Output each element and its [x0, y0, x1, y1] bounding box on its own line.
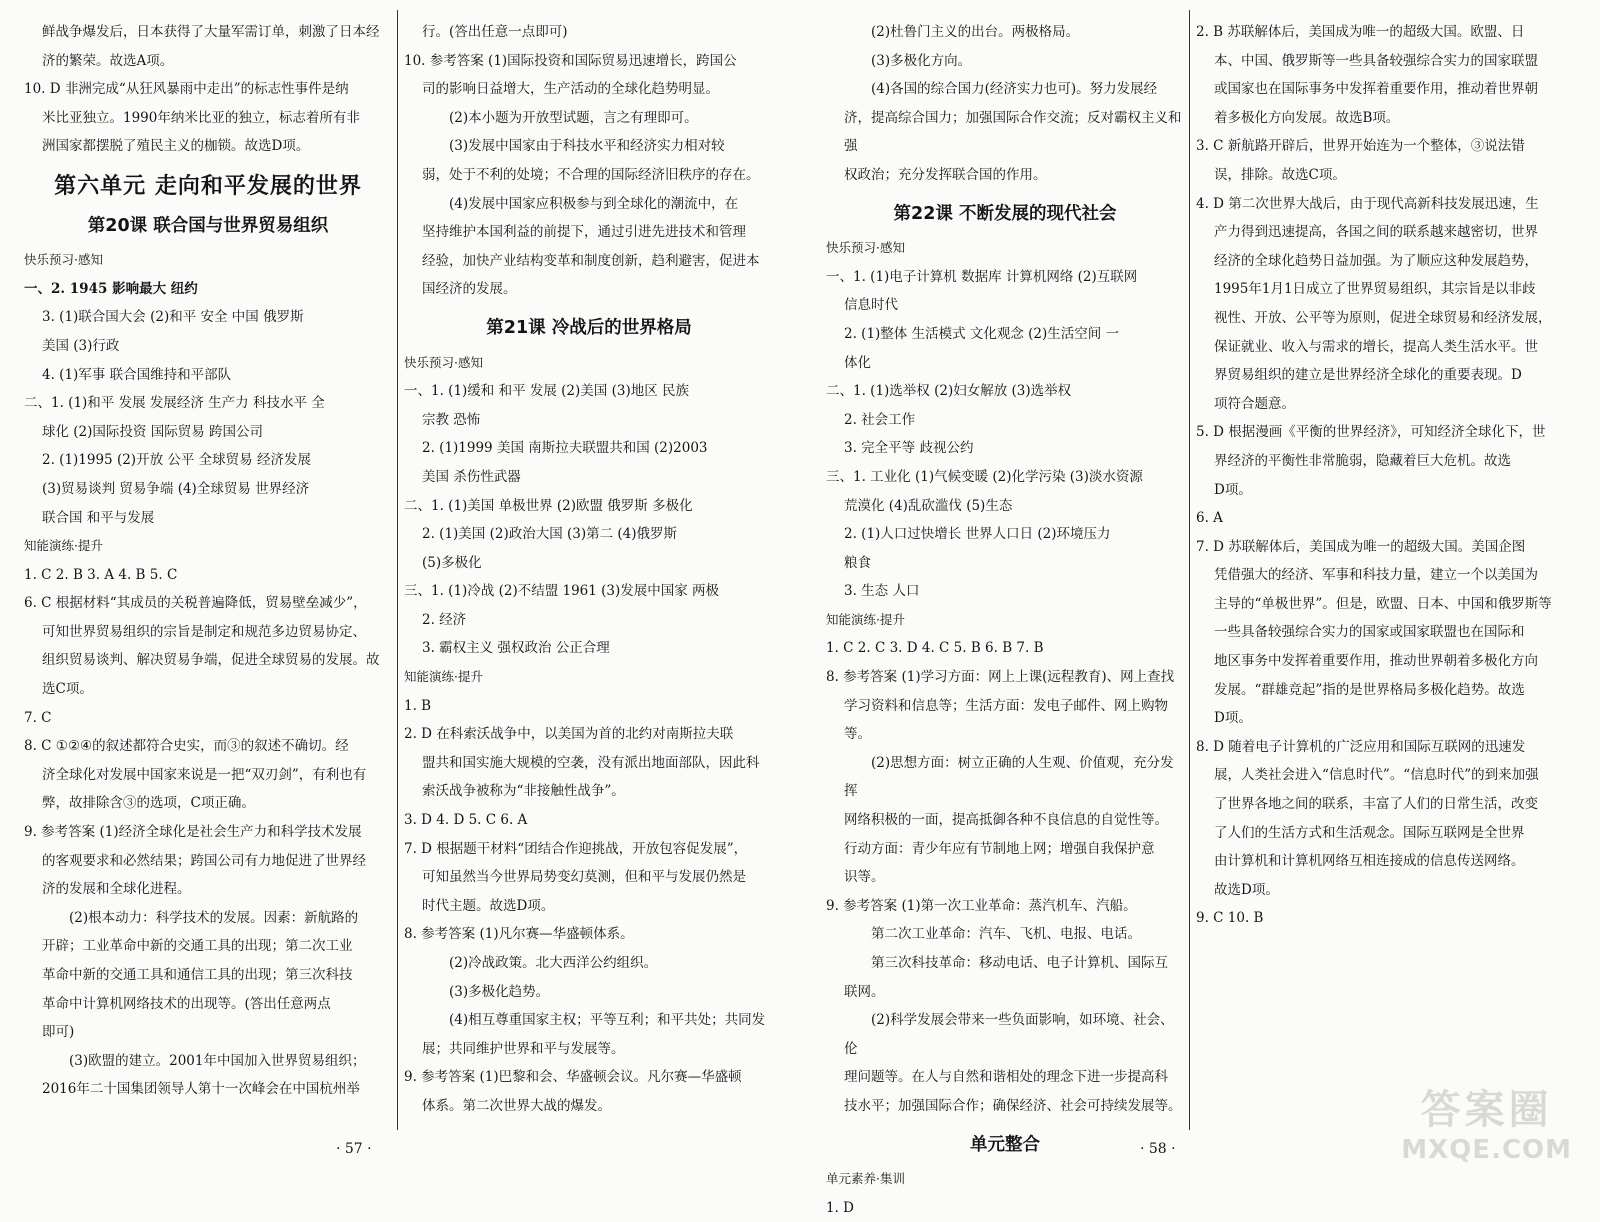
answer-line: 7. C	[24, 709, 52, 726]
text-line: 项符合题意。	[1214, 395, 1295, 412]
text-line: 理问题等。在人与自然和谐相处的理念下进一步提高科	[844, 1069, 1168, 1086]
text-line: 权政治；充分发挥联合国的作用。	[844, 166, 1047, 183]
answer-line: 三、1. 工业化 (1)气候变暖 (2)化学污染 (3)淡水资源	[826, 468, 1143, 485]
answer-line: 8. 参考答案 (1)学习方面：网上上课(远程教育)、网上查找	[826, 669, 1175, 686]
answer-line: 5. D 根据漫画《平衡的世界经济》，可知经济全球化下，世	[1196, 424, 1546, 441]
unit-title: 第六单元 走向和平发展的世界	[54, 173, 362, 199]
text-line: (2)冷战政策。北大西洋公约组织。	[449, 955, 658, 971]
answer-line: 9. 参考答案 (1)巴黎和会、华盛顿会议。凡尔赛—华盛顿	[404, 1069, 742, 1086]
text-line: 技水平；加强国际合作；确保经济、社会可持续发展等。	[844, 1097, 1182, 1114]
text-line: 识等。	[844, 869, 885, 886]
text-line: 的客观要求和必然结果；跨国公司有力地促进了世界经	[42, 852, 366, 869]
text-line: (3)发展中国家由于科技水平和经济实力相对较	[449, 138, 725, 155]
watermark-url: MXQE.COM	[1401, 1135, 1572, 1165]
text-line: 第二次工业革命：汽车、飞机、电报、电话。	[871, 926, 1141, 943]
page57-column1	[24, 18, 392, 1104]
text-line: D项。	[1214, 710, 1252, 727]
page57-column2	[404, 18, 774, 1121]
answer-line: 美国 杀伤性武器	[422, 468, 521, 485]
text-line: 地区事务中发挥着重要作用，推动世界朝着多极化方向	[1214, 653, 1538, 670]
section-heading: 知能演练·提升	[24, 538, 103, 554]
text-line: 济的繁荣。故选A项。	[42, 52, 174, 69]
watermark-text: 答案圈	[1420, 1087, 1553, 1133]
text-line: 时代主题。故选D项。	[422, 897, 555, 914]
text-line: 本、中国、俄罗斯等一些具备较强综合实力的国家联盟	[1214, 52, 1538, 69]
text-line: 或国家也在国际事务中发挥着重要作用，推动着世界朝	[1214, 81, 1538, 98]
page-number: · 57 ·	[336, 1141, 372, 1157]
text-line: (3)多极化趋势。	[449, 983, 550, 1000]
text-line: (4)发展中国家应积极参与到全球化的潮流中，在	[449, 195, 739, 212]
text-line: 开辟；工业革命中新的交通工具的出现；第二次工业	[42, 938, 353, 955]
text-line: 可知世界贸易组织的宗旨是制定和规范多边贸易协定、	[42, 623, 366, 640]
text-line: 可知虽然当今世界局势变幻莫测，但和平与发展仍然是	[422, 869, 746, 886]
answer-line: 3. C 新航路开辟后，世界开始连为一个整体，③说法错	[1196, 138, 1525, 155]
section-heading: 快乐预习·感知	[826, 240, 905, 256]
answer-line: 信息时代	[844, 297, 898, 314]
answer-line: 2. B 苏联解体后，美国成为唯一的超级大国。欧盟、日	[1196, 24, 1525, 40]
page-number: · 58 ·	[1140, 1141, 1176, 1157]
text-line: (2)思想方面：树立正确的人生观、价值观，充分发挥	[844, 754, 1174, 800]
answer-line: 3. 完全平等 歧视公约	[844, 440, 974, 457]
answer-line: 粮食	[844, 554, 871, 571]
answer-line: 6. A	[1196, 510, 1223, 527]
text-line: 革命中新的交通工具和通信工具的出现；第三次科技	[42, 967, 353, 983]
answer-line: 4. D 第二次世界大战后，由于现代高新科技发展迅速，生	[1196, 195, 1539, 212]
text-line: (3)多极化方向。	[871, 52, 972, 69]
answer-line: 2. (1)美国 (2)政治大国 (3)第二 (4)俄罗斯	[422, 526, 678, 543]
section-heading: 单元素养·集训	[826, 1171, 905, 1187]
text-line: 索沃战争被称为“非接触性战争”。	[422, 783, 625, 800]
answer-line: 9. C 10. B	[1196, 910, 1264, 927]
answer-line: 美国 (3)行政	[42, 337, 120, 354]
text-line: 界经济的平衡性非常脆弱，隐藏着巨大危机。故选	[1214, 452, 1511, 469]
answer-line: 球化 (2)国际投资 国际贸易 跨国公司	[42, 423, 263, 440]
answer-line: 2. (1)整体 生活模式 文化观念 (2)生活空间 一	[844, 325, 1120, 342]
answer-line: 1. B	[404, 697, 432, 714]
text-line: 故选D项。	[1214, 881, 1279, 898]
text-line: 网络积极的一面，提高抵御各种不良信息的自觉性等。	[844, 812, 1168, 829]
text-line: 界贸易组织的建立是世界经济全球化的重要表现。D	[1214, 367, 1522, 384]
text-line: 洲国家都摆脱了殖民主义的枷锁。故选D项。	[42, 138, 310, 155]
text-line: 行。(答出任意一点即可)	[422, 24, 568, 40]
text-line: 凭借强大的经济、军事和科技力量，建立一个以美国为	[1214, 567, 1538, 584]
answer-line: 体化	[844, 354, 871, 371]
answer-line: 2. 社会工作	[844, 411, 916, 428]
answer-line: (3)贸易谈判 贸易争端 (4)全球贸易 世界经济	[42, 480, 310, 497]
text-line: 经验，加快产业结构变革和制度创新，趋利避害，促进本	[422, 252, 760, 269]
text-line: 展；共同维护世界和平与发展等。	[422, 1040, 625, 1057]
column-divider-right	[1189, 10, 1190, 1130]
answer-line: 7. D 苏联解体后，美国成为唯一的超级大国。美国企图	[1196, 538, 1526, 555]
answer-line: 2. 经济	[422, 611, 467, 628]
section-heading: 快乐预习·感知	[24, 252, 103, 268]
text-line: 展，人类社会进入“信息时代”。“信息时代”的到来加强	[1214, 767, 1539, 784]
answer-line: 一、2. 1945 影响最大 纽约	[24, 280, 198, 297]
text-line: 经济的全球化趋势日益加强。为了顺应这种发展趋势，	[1214, 252, 1538, 269]
answer-line: 一、1. (1)缓和 和平 发展 (2)美国 (3)地区 民族	[404, 383, 689, 400]
answer-line: 3. 霸权主义 强权政治 公正合理	[422, 640, 610, 657]
text-line: 米比亚独立。1990年纳米比亚的独立，标志着所有非	[42, 109, 360, 126]
text-line: 坚持维护本国利益的前提下，通过引进先进技术和管理	[422, 224, 746, 241]
text-line: (4)相互尊重国家主权；平等互利；和平共处；共同发	[449, 1012, 766, 1029]
section-heading: 知能演练·提升	[404, 669, 483, 685]
text-line: 一些具备较强综合实力的国家或国家联盟也在国际和	[1214, 624, 1525, 641]
answer-line: 二、1. (1)和平 发展 发展经济 生产力 科技水平 全	[24, 395, 325, 412]
answer-line: 4. (1)军事 联合国维持和平部队	[42, 366, 232, 383]
text-line: 2016年二十国集团领导人第十一次峰会在中国杭州举	[42, 1081, 360, 1098]
text-line: 司的影响日益增大，生产活动的全球化趋势明显。	[422, 81, 719, 98]
text-line: 保证就业、收入与需求的增长，提高人类生活水平。世	[1214, 338, 1538, 355]
text-line: 了世界各地之间的联系，丰富了人们的日常生活，改变	[1214, 796, 1538, 813]
text-line: 即可)	[42, 1024, 75, 1041]
section-heading: 快乐预习·感知	[404, 354, 483, 370]
text-line: 第三次科技革命：移动电话、电子计算机、国际互	[871, 955, 1168, 971]
text-line: D项。	[1214, 481, 1252, 498]
page58-column2	[1196, 18, 1556, 933]
text-line: 联网。	[844, 983, 885, 1000]
text-line: 误，排除。故选C项。	[1214, 166, 1346, 183]
text-line: 国经济的发展。	[422, 281, 517, 298]
answer-line: 3. D 4. D 5. C 6. A	[404, 812, 528, 829]
text-line: 着多极化方向发展。故选B项。	[1214, 109, 1400, 126]
answer-line: 2. (1)1999 美国 南斯拉夫联盟共和国 (2)2003	[422, 440, 708, 457]
unit-review-title: 单元整合	[970, 1134, 1040, 1155]
answer-line: 一、1. (1)电子计算机 数据库 计算机网络 (2)互联网	[826, 268, 1138, 285]
answer-line: 2. (1)人口过快增长 世界人口日 (2)环境压力	[844, 526, 1111, 543]
text-line: 革命中计算机网络技术的出现等。(答出任意两点	[42, 995, 331, 1012]
page58-column1	[826, 18, 1184, 1222]
text-line: 行动方面：青少年应有节制地上网；增强自我保护意	[844, 840, 1155, 857]
text-line: (2)科学发展会带来一些负面影响，如环境、社会、伦	[844, 1012, 1174, 1057]
answer-line: 7. D 根据题干材料“团结合作迎挑战，开放包容促发展”，	[404, 840, 748, 857]
answer-line: 荒漠化 (4)乱砍滥伐 (5)生态	[844, 497, 1013, 514]
text-line: 发展。“群雄竞起”指的是世界格局多极化趋势。故选	[1214, 681, 1525, 698]
lesson-title: 第20课 联合国与世界贸易组织	[87, 215, 329, 236]
text-line: 组织贸易谈判、解决贸易争端，促进全球贸易的发展。故	[42, 652, 380, 669]
answer-line: 10. 参考答案 (1)国际投资和国际贸易迅速增长，跨国公	[404, 52, 737, 69]
section-heading: 知能演练·提升	[826, 611, 905, 627]
text-line: 弱，处于不利的处境；不合理的国际经济旧秩序的存在。	[422, 166, 760, 183]
text-line: 弊，故排除含③的选项，C项正确。	[42, 795, 255, 812]
text-line: (2)本小题为开放型试题，言之有理即可。	[449, 109, 698, 126]
answer-line: 宗教 恐怖	[422, 411, 481, 428]
answer-line: 2. D 在科索沃战争中，以美国为首的北约对南斯拉夫联	[404, 726, 734, 743]
text-line: 产力得到迅速提高，各国之间的联系越来越密切，世界	[1214, 224, 1538, 241]
text-line: (2)根本动力：科学技术的发展。因素：新航路的	[69, 909, 359, 926]
text-line: 主导的“单极世界”。但是，欧盟、日本、中国和俄罗斯等	[1214, 595, 1552, 612]
answer-line: 1. C 2. C 3. D 4. C 5. B 6. B 7. B	[826, 640, 1044, 657]
text-line: 济的发展和全球化进程。	[42, 881, 191, 898]
text-line: 济，提高综合国力；加强国际合作交流；反对霸权主义和强	[844, 109, 1182, 155]
text-line: 选C项。	[42, 681, 93, 698]
text-line: 学习资料和信息等；生活方面：发电子邮件、网上购物等。	[844, 697, 1168, 743]
answer-line: 8. C ①②④的叙述都符合史实，而③的叙述不确切。经	[24, 738, 349, 755]
answer-line: 8. 参考答案 (1)凡尔赛—华盛顿体系。	[404, 926, 634, 943]
column-divider-left	[397, 10, 398, 1130]
text-line: 了人们的生活方式和生活观念。国际互联网是全世界	[1214, 824, 1525, 841]
answer-line: 1. D	[826, 1199, 854, 1216]
answer-line: 联合国 和平与发展	[42, 509, 155, 526]
answer-line: 3. (1)联合国大会 (2)和平 安全 中国 俄罗斯	[42, 309, 304, 326]
lesson-title: 第21课 冷战后的世界格局	[486, 317, 692, 338]
answer-line: 10. D 非洲完成“从狂风暴雨中走出”的标志性事件是纳	[24, 81, 349, 98]
answer-line: 1. C 2. B 3. A 4. B 5. C	[24, 566, 178, 583]
watermark-logo	[1401, 1078, 1572, 1165]
answer-line: 9. 参考答案 (1)第一次工业革命：蒸汽机车、汽船。	[826, 897, 1137, 914]
text-line: (4)各国的综合国力(经济实力也可)。努力发展经	[871, 81, 1158, 98]
answer-line: (5)多极化	[422, 554, 482, 571]
text-line: (3)欧盟的建立。2001年中国加入世界贸易组织；	[69, 1052, 366, 1069]
answer-line: 三、1. (1)冷战 (2)不结盟 1961 (3)发展中国家 两极	[404, 583, 720, 600]
text-line: 鲜战争爆发后，日本获得了大量军需订单，刺激了日本经	[42, 24, 380, 40]
answer-line: 8. D 随着电子计算机的广泛应用和国际互联网的迅速发	[1196, 738, 1526, 755]
answer-line: 3. 生态 人口	[844, 583, 920, 600]
answer-line: 9. 参考答案 (1)经济全球化是社会生产力和科学技术发展	[24, 824, 362, 841]
text-line: 体系。第二次世界大战的爆发。	[422, 1097, 611, 1114]
answer-line: 6. C 根据材料“其成员的关税普遍降低，贸易壁垒减少”，	[24, 595, 367, 612]
text-line: 济全球化对发展中国家来说是一把“双刃剑”，有利也有	[42, 766, 367, 783]
text-line: 由计算机和计算机网络互相连接成的信息传送网络。	[1214, 853, 1525, 870]
answer-line: 二、1. (1)美国 单极世界 (2)欧盟 俄罗斯 多极化	[404, 497, 693, 514]
answer-line: 二、1. (1)选举权 (2)妇女解放 (3)选举权	[826, 383, 1072, 400]
answer-line: 2. (1)1995 (2)开放 公平 全球贸易 经济发展	[42, 452, 311, 469]
text-line: 视性、开放、公平等为原则，促进全球贸易和经济发展，	[1214, 309, 1552, 326]
text-line: 盟共和国实施大规模的空袭，没有派出地面部队，因此科	[422, 754, 760, 771]
text-line: 1995年1月1日成立了世界贸易组织，其宗旨是以非歧	[1214, 281, 1536, 298]
lesson-title: 第22课 不断发展的现代社会	[893, 203, 1117, 224]
text-line: (2)杜鲁门主义的出台。两极格局。	[871, 24, 1080, 40]
